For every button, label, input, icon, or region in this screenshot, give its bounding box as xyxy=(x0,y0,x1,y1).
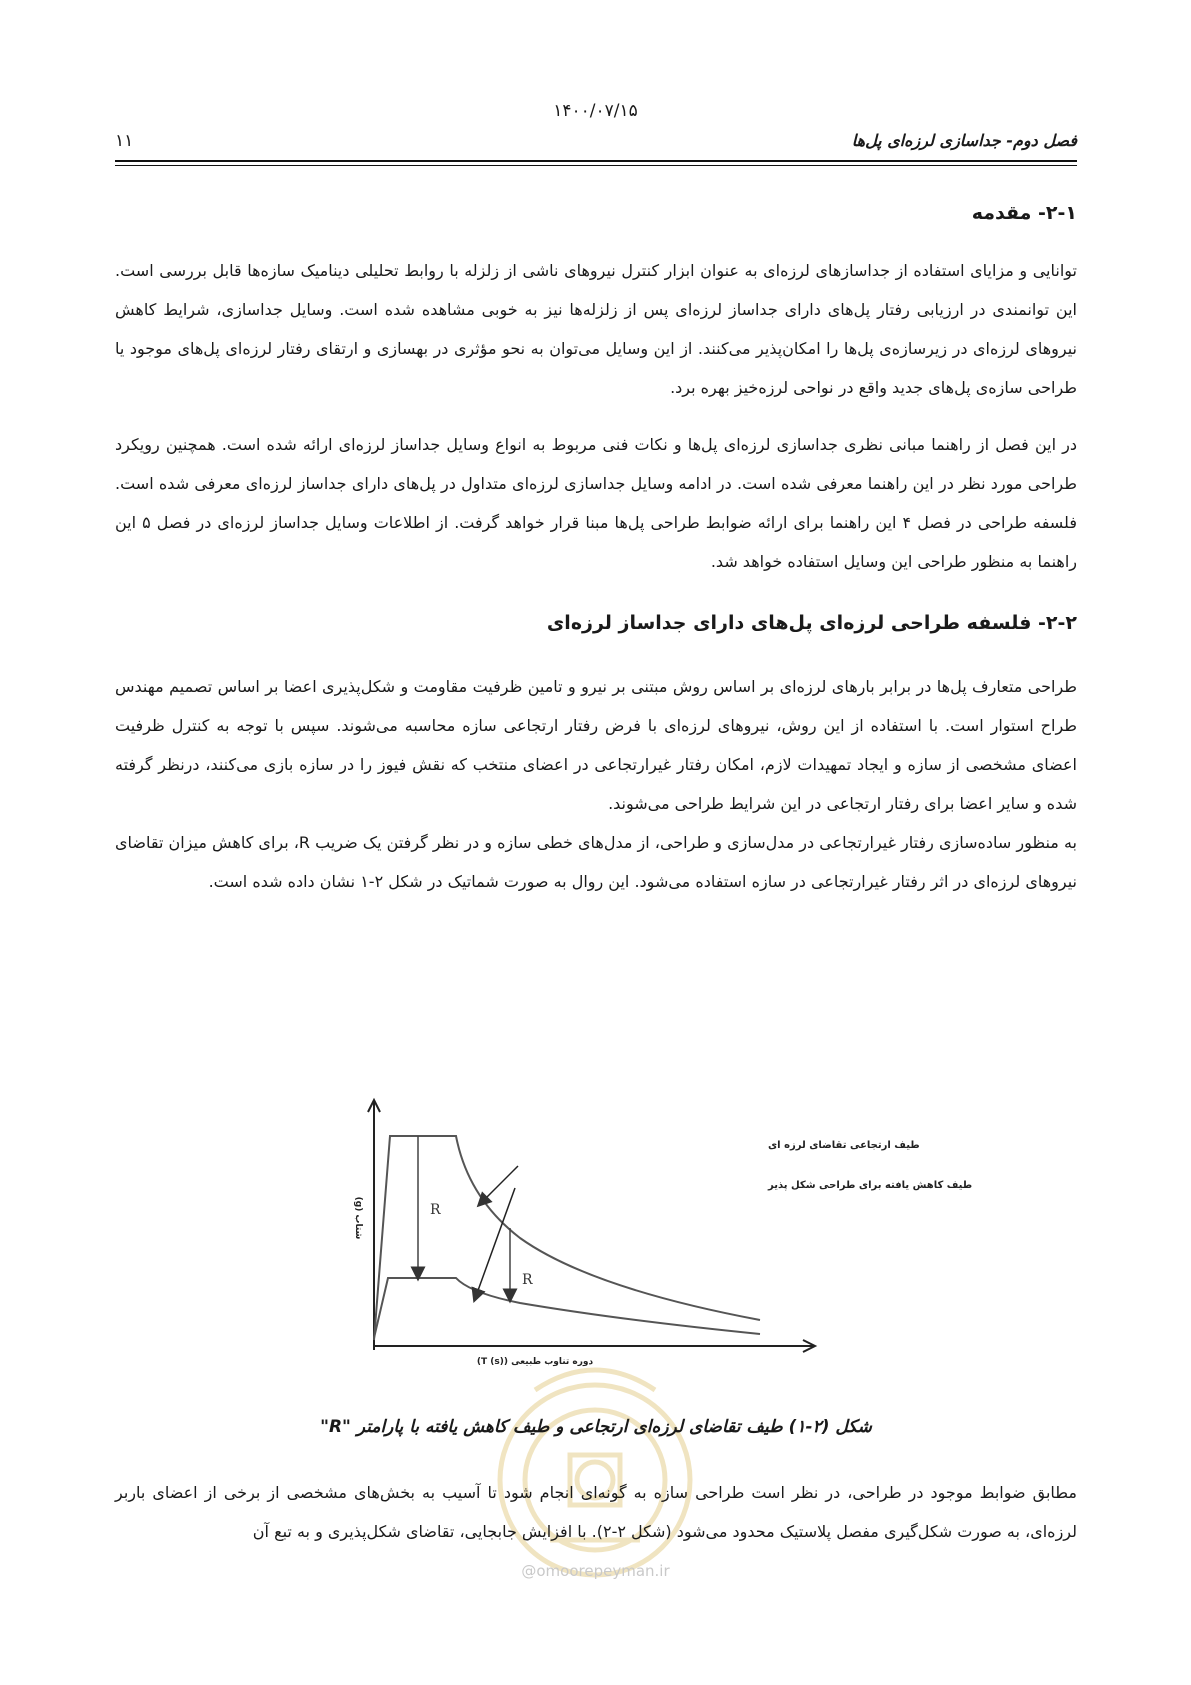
paragraph-closing: مطابق ضوابط موجود در طراحی، در نظر است طراحی سازه به گونه‌ای انجام شود تا آسیب به بخش‌های مشخصی از برخی از اعضای باربر لرزه‌ای، به صورت شکل‌گیری مفصل پلاستیک محدود می‌شود (شکل ۲-۲). با افزایش جابجایی، تقاضای شکل‌پذیری و به تبع آن xyxy=(115,1483,1077,1541)
paragraph-design-1: طراحی متعارف پل‌ها در برابر بارهای لرزه‌ای بر اساس روش مبتنی بر نیرو و تامین ظرفیت مقاومت و شکل‌پذیری اعضا بر اساس تصمیم مهندس طراح استوار است. با استفاده از این روش، نیروهای لرزه‌ای با فرض رفتار ارتجاعی سازه محاسبه می‌شوند. سپس با توجه به کنترل ظرفیت اعضای مشخصی از سازه و ایجاد تمهیدات لازم، امکان رفتار غیرارتجاعی در اعضای منتخب که نقش فیوز را در سازه بازی می‌کنند، درنظر گرفته شده و سایر اعضا برای رفتار ارتجاعی در این شرایط طراحی می‌شوند. xyxy=(115,677,1077,813)
header-rule-thick xyxy=(115,160,1077,162)
r-label-right: R xyxy=(522,1272,533,1288)
section-title-design-philosophy: ۲-۲- فلسفه طراحی لرزه‌ای پل‌های دارای جداساز لرزه‌ای xyxy=(546,612,1077,634)
paragraph-intro-2: در این فصل از راهنما مبانی نظری جداسازی لرزه‌ای پل‌ها و نکات فنی مربوط به انواع وسایل جداساز لرزه‌ای ارائه شده است. همچنین رویکرد طراحی مورد نظر در این راهنما معرفی شده است. در ادامه وسایل جداسازی لرزه‌ای متداول در پل‌های دارای جداساز لرزه‌ای معرفی شده است. فلسفه طراحی در فصل ۴ این راهنما برای ارائه ضوابط طراحی پل‌ها مبنا قرار خواهد گرفت. از اطلاعات وسایل جداساز لرزه‌ای در فصل ۵ این راهنما به منظور طراحی این وسایل استفاده خواهد شد. xyxy=(115,435,1077,571)
chapter-title: فصل دوم- جداسازی لرزه‌ای پل‌ها xyxy=(851,131,1077,150)
elastic-spectrum-label: طیف ارتجاعی تقاضای لرزه ای xyxy=(768,1140,920,1151)
header-rule-thin xyxy=(115,165,1077,166)
paragraph-design-2: به منظور ساده‌سازی رفتار غیرارتجاعی در مدل‌سازی و طراحی، از مدل‌های خطی سازه و در نظر گرفتن یک ضریب R، برای کاهش میزان تقاضای نیروهای لرزه‌ای در اثر رفتار غیرارتجاعی در سازه استفاده می‌شود. این روال به صورت شماتیک در شکل ۲-۱ نشان داده شده است. xyxy=(115,833,1077,891)
paragraph-intro-1: توانایی و مزایای استفاده از جداسازهای لرزه‌ای به عنوان ابزار کنترل نیروهای ناشی از زلزله با روابط تحلیلی دینامیک سازه‌ها قابل بررسی است. این توانمندی در ارزیابی رفتار پل‌های دارای جداساز لرزه‌ای پس از زلزله‌ها نیز به خوبی مشاهده شده است. وسایل جداسازی، شرایط کاهش نیروهای لرزه‌ای در زیرسازه‌ی پل‌ها را امکان‌پذیر می‌کنند. از این وسایل می‌توان به نحو مؤثری در بهسازی و ارتقای رفتار لرزه‌ای پل‌های موجود یا طراحی سازه‌ی پل‌های جدید واقع در نواحی لرزه‌خیز بهره برد. xyxy=(115,261,1077,397)
page-number: ۱۱ xyxy=(115,131,134,151)
y-axis-label: شتاب (g) xyxy=(353,1196,363,1240)
watermark-text: @omoorepeyman.ir xyxy=(521,1562,670,1580)
x-axis-label: دوره تناوب طبیعی ((s) T) xyxy=(476,1357,594,1367)
figure-caption: شکل (۲-۱) طیف تقاضای لرزه‌ای ارتجاعی و طیف کاهش یافته با پارامتر "R" xyxy=(320,1417,872,1437)
section-title-introduction: ۲-۱- مقدمه xyxy=(971,202,1077,224)
page-header xyxy=(115,128,1077,158)
r-label-left: R xyxy=(430,1202,441,1218)
reduced-pointer-arrow xyxy=(476,1188,515,1296)
reduced-spectrum-label: طیف کاهش یافته برای طراحی شکل پذیر xyxy=(768,1180,973,1191)
elastic-spectrum-curve xyxy=(374,1136,760,1340)
header-date: ۱۴۰۰/۰۷/۱۵ xyxy=(553,101,638,121)
